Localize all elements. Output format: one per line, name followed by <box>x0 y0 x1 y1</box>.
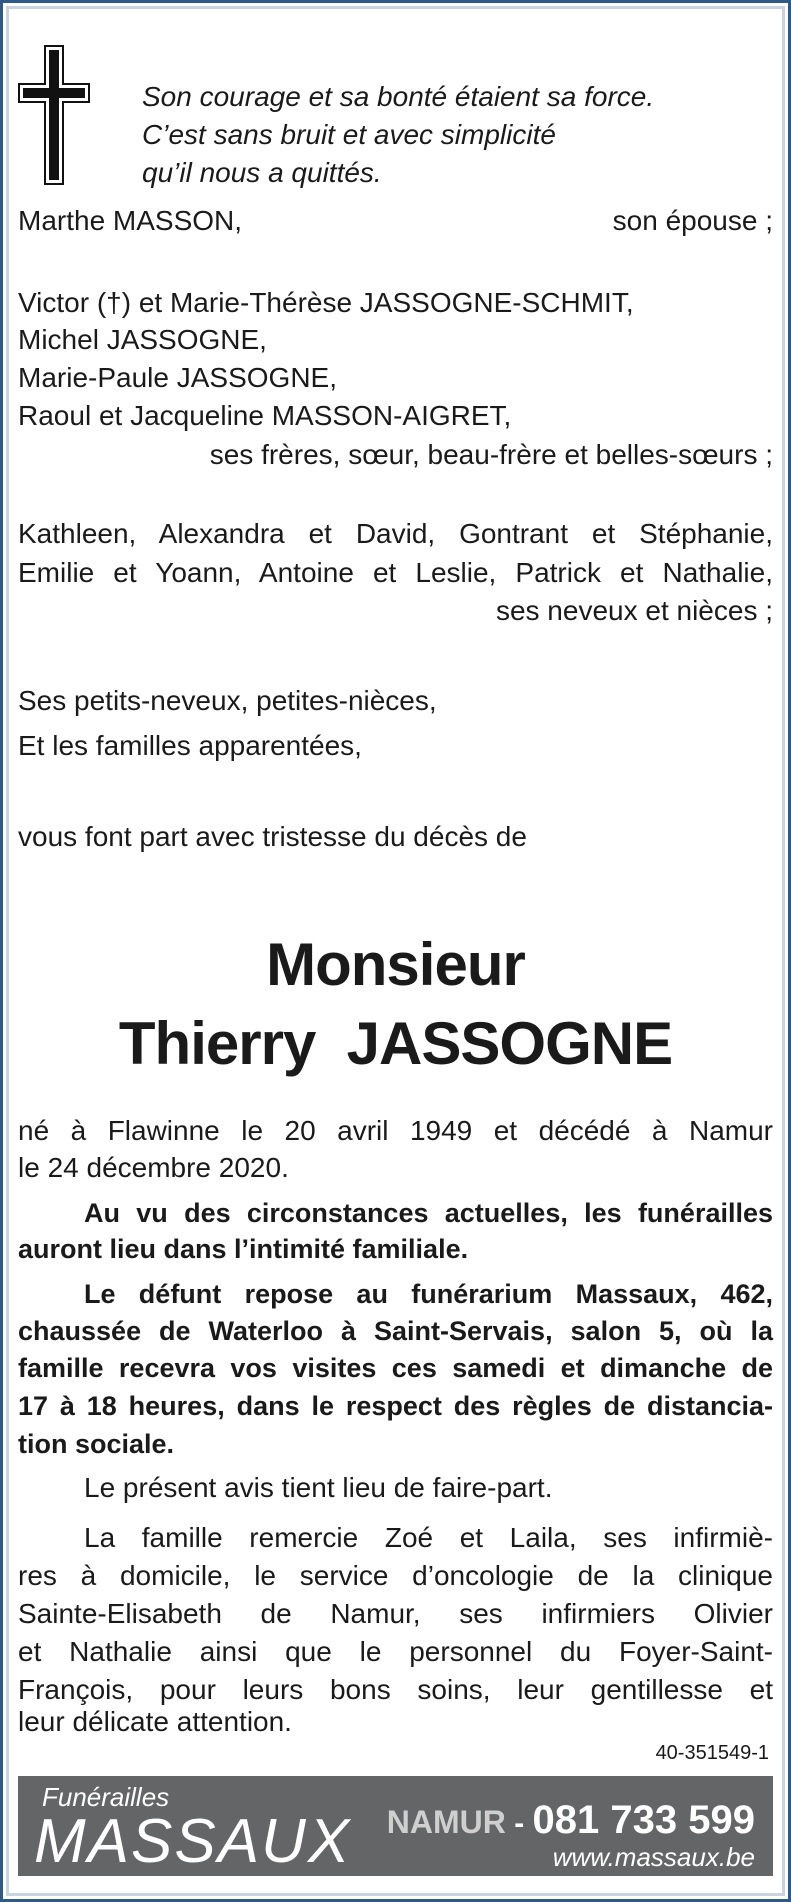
sibling-line: Raoul et Jacqueline MASSON-AIGRET, <box>18 400 512 431</box>
banner-subtitle: Funérailles <box>42 1782 170 1812</box>
sibling-line: Victor (†) et Marie-Thérèse JASSOGNE-SCHMIT, <box>18 287 634 318</box>
spouse-relation: son épouse ; <box>612 205 773 236</box>
visitation-info: chaussée de Waterloo à Saint-Servais, salon 5, où la <box>18 1316 773 1346</box>
funeral-info: auront lieu dans l’intimité familiale. <box>18 1234 469 1264</box>
banner-city: NAMUR <box>386 1804 506 1840</box>
sibling-line: Marie-Paule JASSOGNE, <box>18 362 337 393</box>
others-line: Ses petits-neveux, petites-nièces, <box>18 685 437 716</box>
siblings-relation: ses frères, sœur, beau-frère et belles-sœurs ; <box>209 439 773 470</box>
deceased-name: Thierry JASSOGNE <box>118 1010 673 1077</box>
deceased-title: Monsieur <box>266 931 525 998</box>
spouse-name: Marthe MASSON, <box>18 205 243 236</box>
cross-icon <box>17 44 91 186</box>
visitation-info: 17 à 18 heures, dans le respect des règles de distancia- <box>18 1391 773 1421</box>
quote-line: C’est sans bruit et avec simplicité <box>142 119 556 150</box>
nephews-relation: ses neveux et nièces ; <box>495 595 773 626</box>
reference-number: 40-351549-1 <box>655 1742 769 1764</box>
visitation-info: tion sociale. <box>18 1429 175 1459</box>
funeral-home-banner <box>18 1776 773 1876</box>
quote-line: Son courage et sa bonté étaient sa force. <box>142 81 655 112</box>
announcement: vous font part avec tristesse du décès de <box>18 821 527 852</box>
banner-brand: MASSAUX <box>34 1807 352 1876</box>
thanks-line: leur délicate attention. <box>18 1706 292 1737</box>
banner-separator: - <box>505 1807 533 1840</box>
banner-phone: 081 733 599 <box>532 1798 755 1842</box>
quote-line: qu’il nous a quittés. <box>142 157 382 188</box>
dates-line: le 24 décembre 2020. <box>18 1152 289 1183</box>
nephew-line: Emilie et Yoann, Antoine et Leslie, Patrick et Nathalie, <box>18 557 773 588</box>
thanks-line: François, pour leurs bons soins, leur gentillesse et <box>18 1674 773 1705</box>
visitation-info: Le défunt repose au funérarium Massaux, 462, <box>84 1279 773 1309</box>
banner-phone-line <box>387 1798 755 1843</box>
dates-line: né à Flawinne le 20 avril 1949 et décédé à Namur <box>18 1115 773 1146</box>
notice: Le présent avis tient lieu de faire-part. <box>84 1472 553 1503</box>
thanks-line: La famille remercie Zoé et Laila, ses infirmiè- <box>84 1522 773 1553</box>
thanks-line: res à domicile, le service d’oncologie de la clinique <box>18 1560 773 1591</box>
nephew-line: Kathleen, Alexandra et David, Gontrant et Stéphanie, <box>18 518 773 549</box>
visitation-info: famille recevra vos visites ces samedi et dimanche de <box>18 1353 773 1383</box>
funeral-info: Au vu des circonstances actuelles, les funérailles <box>84 1198 773 1228</box>
banner-website[interactable]: www.massaux.be <box>552 1842 755 1872</box>
sibling-line: Michel JASSOGNE, <box>18 324 267 355</box>
others-line: Et les familles apparentées, <box>18 730 362 761</box>
thanks-line: Sainte-Elisabeth de Namur, ses infirmiers Olivier <box>18 1598 773 1629</box>
thanks-line: et Nathalie ainsi que le personnel du Foyer-Saint- <box>18 1636 773 1667</box>
